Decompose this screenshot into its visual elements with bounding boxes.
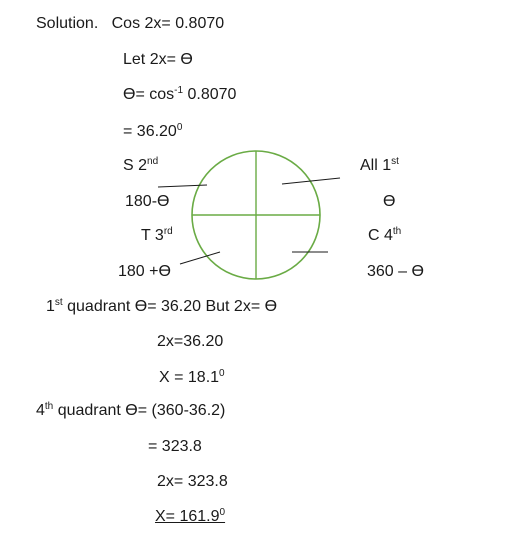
quadrant-all-expr: ϴ: [383, 193, 396, 210]
quadrant-t-expr: 180 +ϴ: [118, 263, 171, 280]
fourth-quadrant-step1: = 323.8: [148, 438, 202, 455]
fourth-quadrant-step2: 2x= 323.8: [157, 473, 228, 490]
first-quadrant-step1: 2x=36.20: [157, 333, 224, 350]
final-answer: $X= 161.9^0$: [155, 507, 226, 525]
quadrant-s-expr: 180-ϴ: [125, 193, 170, 210]
given-equation: Cos 2x= 0.8070: [111, 15, 225, 32]
solution-label: Solution.: [36, 15, 99, 32]
first-quadrant-step2: $X = 18.1^0$: [159, 368, 225, 386]
solution-line: [36, 14, 224, 34]
angle-value-line: = $36.20^0$: [123, 122, 183, 140]
first-quadrant-line: 1st quadrant ϴ= 36.20 But 2x= ϴ: [46, 297, 278, 315]
quadrant-all-label: All 1st: [360, 156, 399, 174]
pointer-third-quadrant: [180, 252, 220, 264]
inverse-cos-line: $ϴ= \cos^{-1} 0.8070$: [123, 85, 237, 103]
fourth-quadrant-line: 4th quadrant ϴ= (360-36.2): [36, 401, 226, 419]
let-line: Let 2x= ϴ: [123, 51, 193, 68]
quadrant-s-label: S 2nd: [123, 156, 159, 174]
quadrant-c-expr: 360 – ϴ: [367, 263, 424, 280]
quadrant-t-label: T 3rd: [141, 226, 173, 244]
quadrant-c-label: C 4th: [368, 226, 402, 244]
